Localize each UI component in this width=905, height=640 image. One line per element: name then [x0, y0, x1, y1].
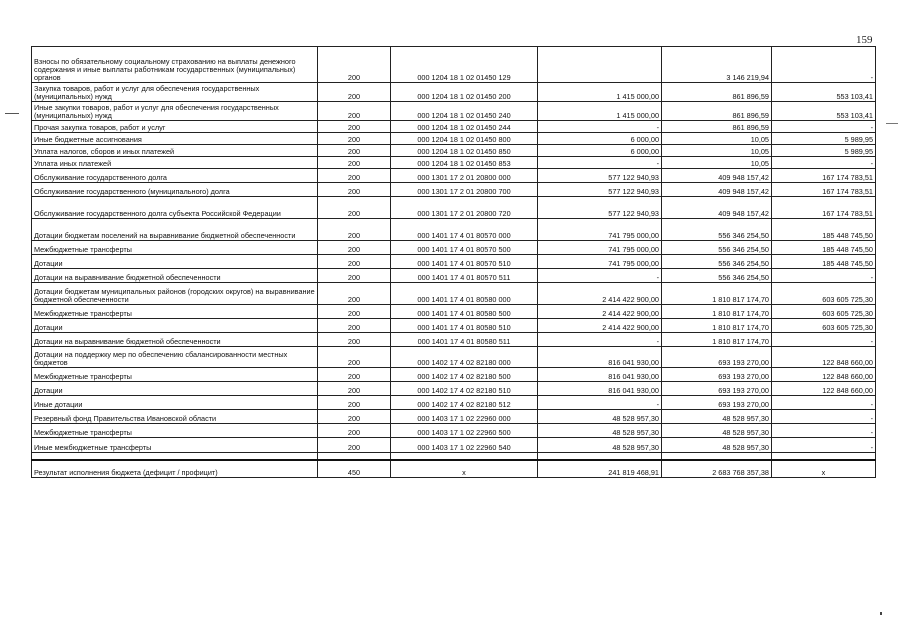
row-executed-amount: 48 528 957,30: [662, 410, 772, 424]
table-row: [32, 283, 876, 305]
table-row: [32, 219, 876, 241]
row-unexecuted-amount: 553 103,41: [772, 83, 876, 102]
row-approved-amount: 6 000,00: [538, 133, 662, 145]
result-row: [32, 460, 876, 478]
row-classification-code: 000 1401 17 4 01 80580 510: [391, 319, 538, 333]
row-executed-amount: 693 193 270,00: [662, 396, 772, 410]
margin-mark: [886, 123, 898, 124]
row-approved-amount: 577 122 940,93: [538, 197, 662, 219]
row-classification-code: 000 1204 18 1 02 01450 800: [391, 133, 538, 145]
row-unexecuted-amount: 185 448 745,50: [772, 241, 876, 255]
row-unexecuted-amount: -: [772, 396, 876, 410]
row-approved-amount: 741 795 000,00: [538, 241, 662, 255]
row-approved-amount: 1 415 000,00: [538, 83, 662, 102]
row-name: Межбюджетные трансферты: [32, 305, 318, 319]
row-approved-amount: 816 041 930,00: [538, 368, 662, 382]
result-executed-amount: 2 683 768 357,38: [662, 460, 772, 478]
spacer-cell: [391, 453, 538, 460]
row-name: Межбюджетные трансферты: [32, 424, 318, 438]
table-row: [32, 255, 876, 269]
row-classification-code: 000 1402 17 4 02 82180 512: [391, 396, 538, 410]
row-classification-code: 000 1204 18 1 02 01450 850: [391, 145, 538, 157]
row-executed-amount: 10,05: [662, 133, 772, 145]
row-approved-amount: 577 122 940,93: [538, 169, 662, 183]
table-row: [32, 368, 876, 382]
row-unexecuted-amount: 603 605 725,30: [772, 319, 876, 333]
row-classification-code: 000 1401 17 4 01 80570 510: [391, 255, 538, 269]
row-name: Дотации: [32, 319, 318, 333]
row-line-code: 200: [318, 169, 391, 183]
row-approved-amount: -: [538, 396, 662, 410]
row-executed-amount: 1 810 817 174,70: [662, 283, 772, 305]
row-name: Иные межбюджетные трансферты: [32, 438, 318, 453]
row-classification-code: 000 1402 17 4 02 82180 500: [391, 368, 538, 382]
table-row: [32, 410, 876, 424]
row-unexecuted-amount: -: [772, 47, 876, 83]
row-name: Дотации бюджетам муниципальных районов (городских округов) на выравнивание бюджетной обеспеченности: [32, 283, 318, 305]
row-executed-amount: 693 193 270,00: [662, 368, 772, 382]
result-unexecuted-amount: x: [772, 460, 876, 478]
row-line-code: 200: [318, 219, 391, 241]
row-executed-amount: 1 810 817 174,70: [662, 305, 772, 319]
table-row: [32, 347, 876, 368]
row-classification-code: 000 1301 17 2 01 20800 720: [391, 197, 538, 219]
table-row: [32, 382, 876, 396]
row-approved-amount: 577 122 940,93: [538, 183, 662, 197]
row-name: Обслуживание государственного долга субъекта Российской Федерации: [32, 197, 318, 219]
row-approved-amount: 1 415 000,00: [538, 102, 662, 121]
row-executed-amount: 556 346 254,50: [662, 241, 772, 255]
row-name: Дотации на поддержку мер по обеспечению сбалансированности местных бюджетов: [32, 347, 318, 368]
row-classification-code: 000 1204 18 1 02 01450 240: [391, 102, 538, 121]
spacer-cell: [662, 453, 772, 460]
table-row: [32, 157, 876, 169]
table-row: [32, 83, 876, 102]
row-name: Взносы по обязательному социальному страхованию на выплаты денежного содержания и иные выплаты работникам государственных (муниципальных) органов: [32, 47, 318, 83]
row-unexecuted-amount: -: [772, 157, 876, 169]
row-line-code: 200: [318, 333, 391, 347]
row-unexecuted-amount: 553 103,41: [772, 102, 876, 121]
row-line-code: 200: [318, 396, 391, 410]
row-approved-amount: 6 000,00: [538, 145, 662, 157]
page-number: 159: [856, 34, 873, 46]
table-row: [32, 241, 876, 255]
row-name: Уплата налогов, сборов и иных платежей: [32, 145, 318, 157]
row-approved-amount: 2 414 422 900,00: [538, 305, 662, 319]
row-line-code: 200: [318, 283, 391, 305]
row-executed-amount: 409 948 157,42: [662, 183, 772, 197]
row-classification-code: 000 1401 17 4 01 80570 511: [391, 269, 538, 283]
row-approved-amount: 48 528 957,30: [538, 410, 662, 424]
row-approved-amount: 2 414 422 900,00: [538, 283, 662, 305]
row-approved-amount: 2 414 422 900,00: [538, 319, 662, 333]
row-classification-code: 000 1204 18 1 02 01450 853: [391, 157, 538, 169]
row-classification-code: 000 1204 18 1 02 01450 244: [391, 121, 538, 133]
row-approved-amount: 48 528 957,30: [538, 438, 662, 453]
row-classification-code: 000 1401 17 4 01 80570 500: [391, 241, 538, 255]
row-executed-amount: 556 346 254,50: [662, 219, 772, 241]
row-name: Закупка товаров, работ и услуг для обеспечения государственных (муниципальных) нужд: [32, 83, 318, 102]
row-classification-code: 000 1204 18 1 02 01450 200: [391, 83, 538, 102]
table-row: [32, 102, 876, 121]
spacer-cell: [538, 453, 662, 460]
row-executed-amount: 693 193 270,00: [662, 347, 772, 368]
table-row: [32, 169, 876, 183]
scan-speck: [880, 612, 882, 615]
row-name: Иные закупки товаров, работ и услуг для обеспечения государственных (муниципальных) нужд: [32, 102, 318, 121]
table-row: [32, 424, 876, 438]
row-unexecuted-amount: -: [772, 410, 876, 424]
row-executed-amount: 48 528 957,30: [662, 424, 772, 438]
row-name: Иные бюджетные ассигнования: [32, 133, 318, 145]
row-name: Дотации бюджетам поселений на выравнивание бюджетной обеспеченности: [32, 219, 318, 241]
row-approved-amount: [538, 47, 662, 83]
row-approved-amount: -: [538, 121, 662, 133]
margin-mark: [5, 113, 19, 114]
table-row: [32, 305, 876, 319]
row-name: Иные дотации: [32, 396, 318, 410]
row-unexecuted-amount: -: [772, 269, 876, 283]
row-executed-amount: 3 146 219,94: [662, 47, 772, 83]
row-executed-amount: 693 193 270,00: [662, 382, 772, 396]
row-unexecuted-amount: 122 848 660,00: [772, 368, 876, 382]
spacer-cell: [32, 453, 318, 460]
row-unexecuted-amount: -: [772, 121, 876, 133]
row-name: Прочая закупка товаров, работ и услуг: [32, 121, 318, 133]
row-approved-amount: 741 795 000,00: [538, 255, 662, 269]
row-unexecuted-amount: -: [772, 424, 876, 438]
row-name: Дотации на выравнивание бюджетной обеспеченности: [32, 269, 318, 283]
row-executed-amount: 556 346 254,50: [662, 269, 772, 283]
row-unexecuted-amount: 5 989,95: [772, 133, 876, 145]
row-name: Уплата иных платежей: [32, 157, 318, 169]
row-unexecuted-amount: -: [772, 438, 876, 453]
spacer-cell: [772, 453, 876, 460]
budget-execution-table: [31, 46, 876, 478]
row-line-code: 200: [318, 368, 391, 382]
row-line-code: 200: [318, 410, 391, 424]
row-line-code: 200: [318, 305, 391, 319]
table-spacer-row: [32, 453, 876, 460]
row-unexecuted-amount: 122 848 660,00: [772, 382, 876, 396]
row-executed-amount: 1 810 817 174,70: [662, 319, 772, 333]
row-line-code: 200: [318, 183, 391, 197]
row-line-code: 200: [318, 102, 391, 121]
row-unexecuted-amount: 185 448 745,50: [772, 219, 876, 241]
row-name: Дотации на выравнивание бюджетной обеспеченности: [32, 333, 318, 347]
row-executed-amount: 1 810 817 174,70: [662, 333, 772, 347]
row-line-code: 200: [318, 382, 391, 396]
row-unexecuted-amount: -: [772, 333, 876, 347]
row-line-code: 200: [318, 83, 391, 102]
row-unexecuted-amount: 167 174 783,51: [772, 169, 876, 183]
row-classification-code: 000 1403 17 1 02 22960 540: [391, 438, 538, 453]
row-classification-code: 000 1401 17 4 01 80580 000: [391, 283, 538, 305]
row-line-code: 200: [318, 255, 391, 269]
table-row: [32, 121, 876, 133]
row-executed-amount: 409 948 157,42: [662, 197, 772, 219]
row-executed-amount: 861 896,59: [662, 83, 772, 102]
row-executed-amount: 10,05: [662, 157, 772, 169]
spacer-cell: [318, 453, 391, 460]
row-classification-code: 000 1301 17 2 01 20800 000: [391, 169, 538, 183]
result-approved-amount: 241 819 468,91: [538, 460, 662, 478]
row-approved-amount: -: [538, 157, 662, 169]
row-line-code: 200: [318, 157, 391, 169]
row-name: Межбюджетные трансферты: [32, 368, 318, 382]
row-line-code: 200: [318, 47, 391, 83]
row-unexecuted-amount: 167 174 783,51: [772, 197, 876, 219]
result-classification-code: x: [391, 460, 538, 478]
row-line-code: 200: [318, 241, 391, 255]
row-approved-amount: -: [538, 269, 662, 283]
row-name: Дотации: [32, 255, 318, 269]
row-approved-amount: 48 528 957,30: [538, 424, 662, 438]
row-approved-amount: -: [538, 333, 662, 347]
row-unexecuted-amount: 122 848 660,00: [772, 347, 876, 368]
table-row: [32, 269, 876, 283]
row-executed-amount: 10,05: [662, 145, 772, 157]
row-line-code: 200: [318, 424, 391, 438]
row-executed-amount: 861 896,59: [662, 102, 772, 121]
row-approved-amount: 816 041 930,00: [538, 382, 662, 396]
row-classification-code: 000 1401 17 4 01 80580 511: [391, 333, 538, 347]
table-row: [32, 333, 876, 347]
table-row: [32, 133, 876, 145]
table-row: [32, 145, 876, 157]
row-line-code: 200: [318, 347, 391, 368]
row-approved-amount: 741 795 000,00: [538, 219, 662, 241]
row-approved-amount: 816 041 930,00: [538, 347, 662, 368]
row-name: Межбюджетные трансферты: [32, 241, 318, 255]
row-classification-code: 000 1402 17 4 02 82180 510: [391, 382, 538, 396]
row-executed-amount: 48 528 957,30: [662, 438, 772, 453]
row-classification-code: 000 1401 17 4 01 80580 500: [391, 305, 538, 319]
result-line-code: 450: [318, 460, 391, 478]
row-line-code: 200: [318, 145, 391, 157]
table-row: [32, 197, 876, 219]
row-classification-code: 000 1401 17 4 01 80570 000: [391, 219, 538, 241]
row-line-code: 200: [318, 133, 391, 145]
row-name: Резервный фонд Правительства Ивановской области: [32, 410, 318, 424]
row-executed-amount: 861 896,59: [662, 121, 772, 133]
row-classification-code: 000 1301 17 2 01 20800 700: [391, 183, 538, 197]
row-executed-amount: 556 346 254,50: [662, 255, 772, 269]
row-line-code: 200: [318, 438, 391, 453]
row-executed-amount: 409 948 157,42: [662, 169, 772, 183]
row-unexecuted-amount: 167 174 783,51: [772, 183, 876, 197]
row-line-code: 200: [318, 121, 391, 133]
row-classification-code: 000 1204 18 1 02 01450 129: [391, 47, 538, 83]
row-name: Обслуживание государственного долга: [32, 169, 318, 183]
row-unexecuted-amount: 603 605 725,30: [772, 305, 876, 319]
row-name: Обслуживание государственного (муниципального) долга: [32, 183, 318, 197]
table-row: [32, 319, 876, 333]
row-line-code: 200: [318, 197, 391, 219]
row-line-code: 200: [318, 269, 391, 283]
row-unexecuted-amount: 5 989,95: [772, 145, 876, 157]
row-name: Дотации: [32, 382, 318, 396]
table-row: [32, 183, 876, 197]
row-classification-code: 000 1403 17 1 02 22960 000: [391, 410, 538, 424]
table-row: [32, 396, 876, 410]
row-line-code: 200: [318, 319, 391, 333]
row-classification-code: 000 1402 17 4 02 82180 000: [391, 347, 538, 368]
table-row: [32, 47, 876, 83]
row-unexecuted-amount: 603 605 725,30: [772, 283, 876, 305]
table-row: [32, 438, 876, 453]
row-classification-code: 000 1403 17 1 02 22960 500: [391, 424, 538, 438]
result-name: Результат исполнения бюджета (дефицит / профицит): [32, 460, 318, 478]
row-unexecuted-amount: 185 448 745,50: [772, 255, 876, 269]
